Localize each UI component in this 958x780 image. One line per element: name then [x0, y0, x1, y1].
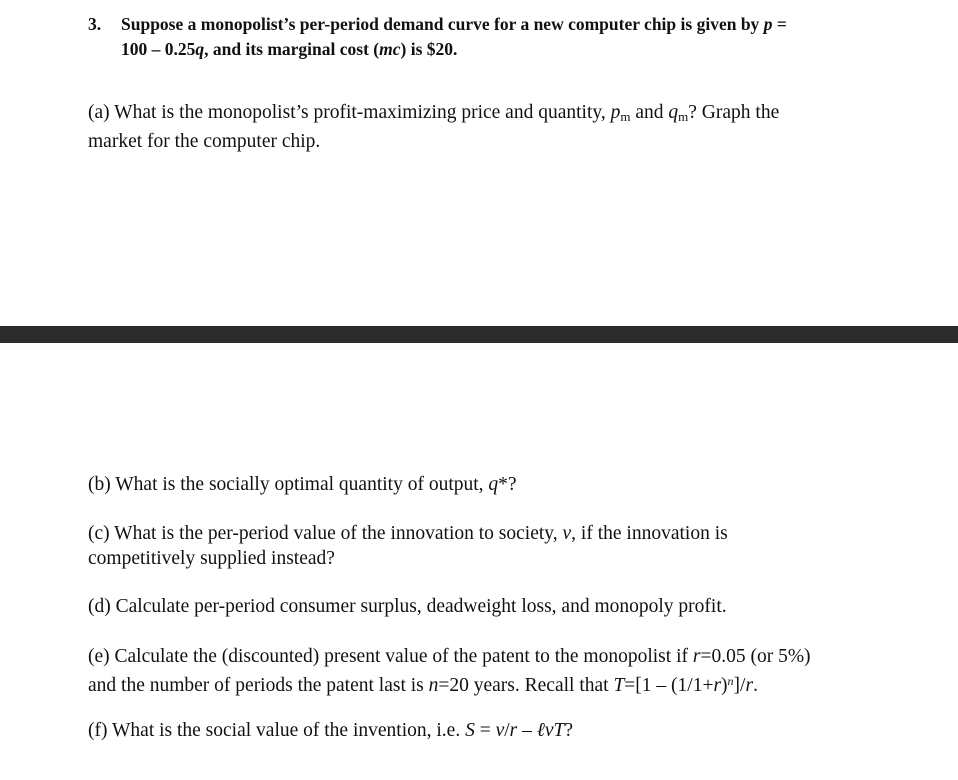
- part-c-text: competitively supplied instead?: [88, 548, 335, 569]
- var-l: ℓ: [536, 720, 545, 741]
- part-f-text: –: [517, 720, 537, 741]
- var-T: T: [553, 720, 565, 741]
- part-a-text: (a) What is the monopolist’s profit-maximizing price and quantity,: [88, 102, 611, 123]
- var-v: v: [495, 720, 505, 741]
- superscript-n: n: [727, 674, 734, 688]
- question-prompt: [121, 12, 948, 62]
- part-c-text: (c) What is the per-period value of the innovation to society,: [88, 523, 563, 544]
- question-number: 3.: [88, 14, 102, 34]
- var-r: r: [692, 646, 701, 667]
- part-e-text: ): [721, 675, 728, 696]
- var-q: q: [488, 474, 499, 495]
- part-a-text: ? Graph the: [688, 102, 780, 123]
- var-T: T: [613, 675, 625, 696]
- part-e-text: =[1 – (1/1+: [624, 675, 714, 696]
- prompt-text: ) is $20.: [400, 39, 458, 59]
- var-n: n: [428, 675, 439, 696]
- part-b-text: (b) What is the socially optimal quantity of output,: [88, 474, 489, 495]
- prompt-text: Suppose a monopolist’s per-period demand curve for a new computer chip is given by: [121, 14, 764, 34]
- part-e-text: (e) Calculate the (discounted) present value of the patent to the monopolist if: [88, 646, 693, 667]
- part-e-text: and the number of periods the patent last is: [88, 675, 429, 696]
- part-e-text: ]/: [733, 675, 746, 696]
- var-q: q: [668, 102, 679, 123]
- var-r: r: [713, 675, 722, 696]
- var-p: p: [763, 14, 773, 34]
- part-c-text: , if the innovation is: [571, 523, 728, 544]
- part-f-text: ?: [564, 720, 574, 741]
- subscript-m: m: [620, 109, 631, 124]
- prompt-text: =: [772, 14, 787, 34]
- part-b: [88, 472, 928, 497]
- part-a: [88, 100, 928, 154]
- var-r: r: [509, 720, 518, 741]
- part-e-text: =0.05 (or 5%): [700, 646, 811, 667]
- subscript-m: m: [678, 109, 689, 124]
- part-a-text: and: [630, 102, 669, 123]
- prompt-text: , and its marginal cost (: [204, 39, 380, 59]
- var-v: v: [544, 720, 554, 741]
- question-header: [88, 12, 948, 62]
- var-mc: mc: [379, 39, 401, 59]
- part-f: [88, 718, 928, 743]
- part-f-text: /: [504, 720, 510, 741]
- var-r: r: [745, 675, 754, 696]
- part-f-text: (f) What is the social value of the invention, i.e.: [88, 720, 466, 741]
- part-f-text: =: [474, 720, 496, 741]
- var-v: v: [562, 523, 572, 544]
- part-d: (d) Calculate per-period consumer surplus, deadweight loss, and monopoly profit.: [88, 596, 727, 617]
- part-e-text: =20 years. Recall that: [438, 675, 614, 696]
- var-q: q: [195, 39, 205, 59]
- part-a-text: market for the computer chip.: [88, 131, 321, 152]
- prompt-text: 100 – 0.25: [121, 39, 196, 59]
- part-e: [88, 644, 928, 698]
- page-divider: [0, 326, 958, 343]
- var-S: S: [465, 720, 475, 741]
- part-c: [88, 521, 928, 571]
- var-p: p: [610, 102, 621, 123]
- part-e-text: .: [753, 675, 758, 696]
- part-b-text: *?: [498, 474, 517, 495]
